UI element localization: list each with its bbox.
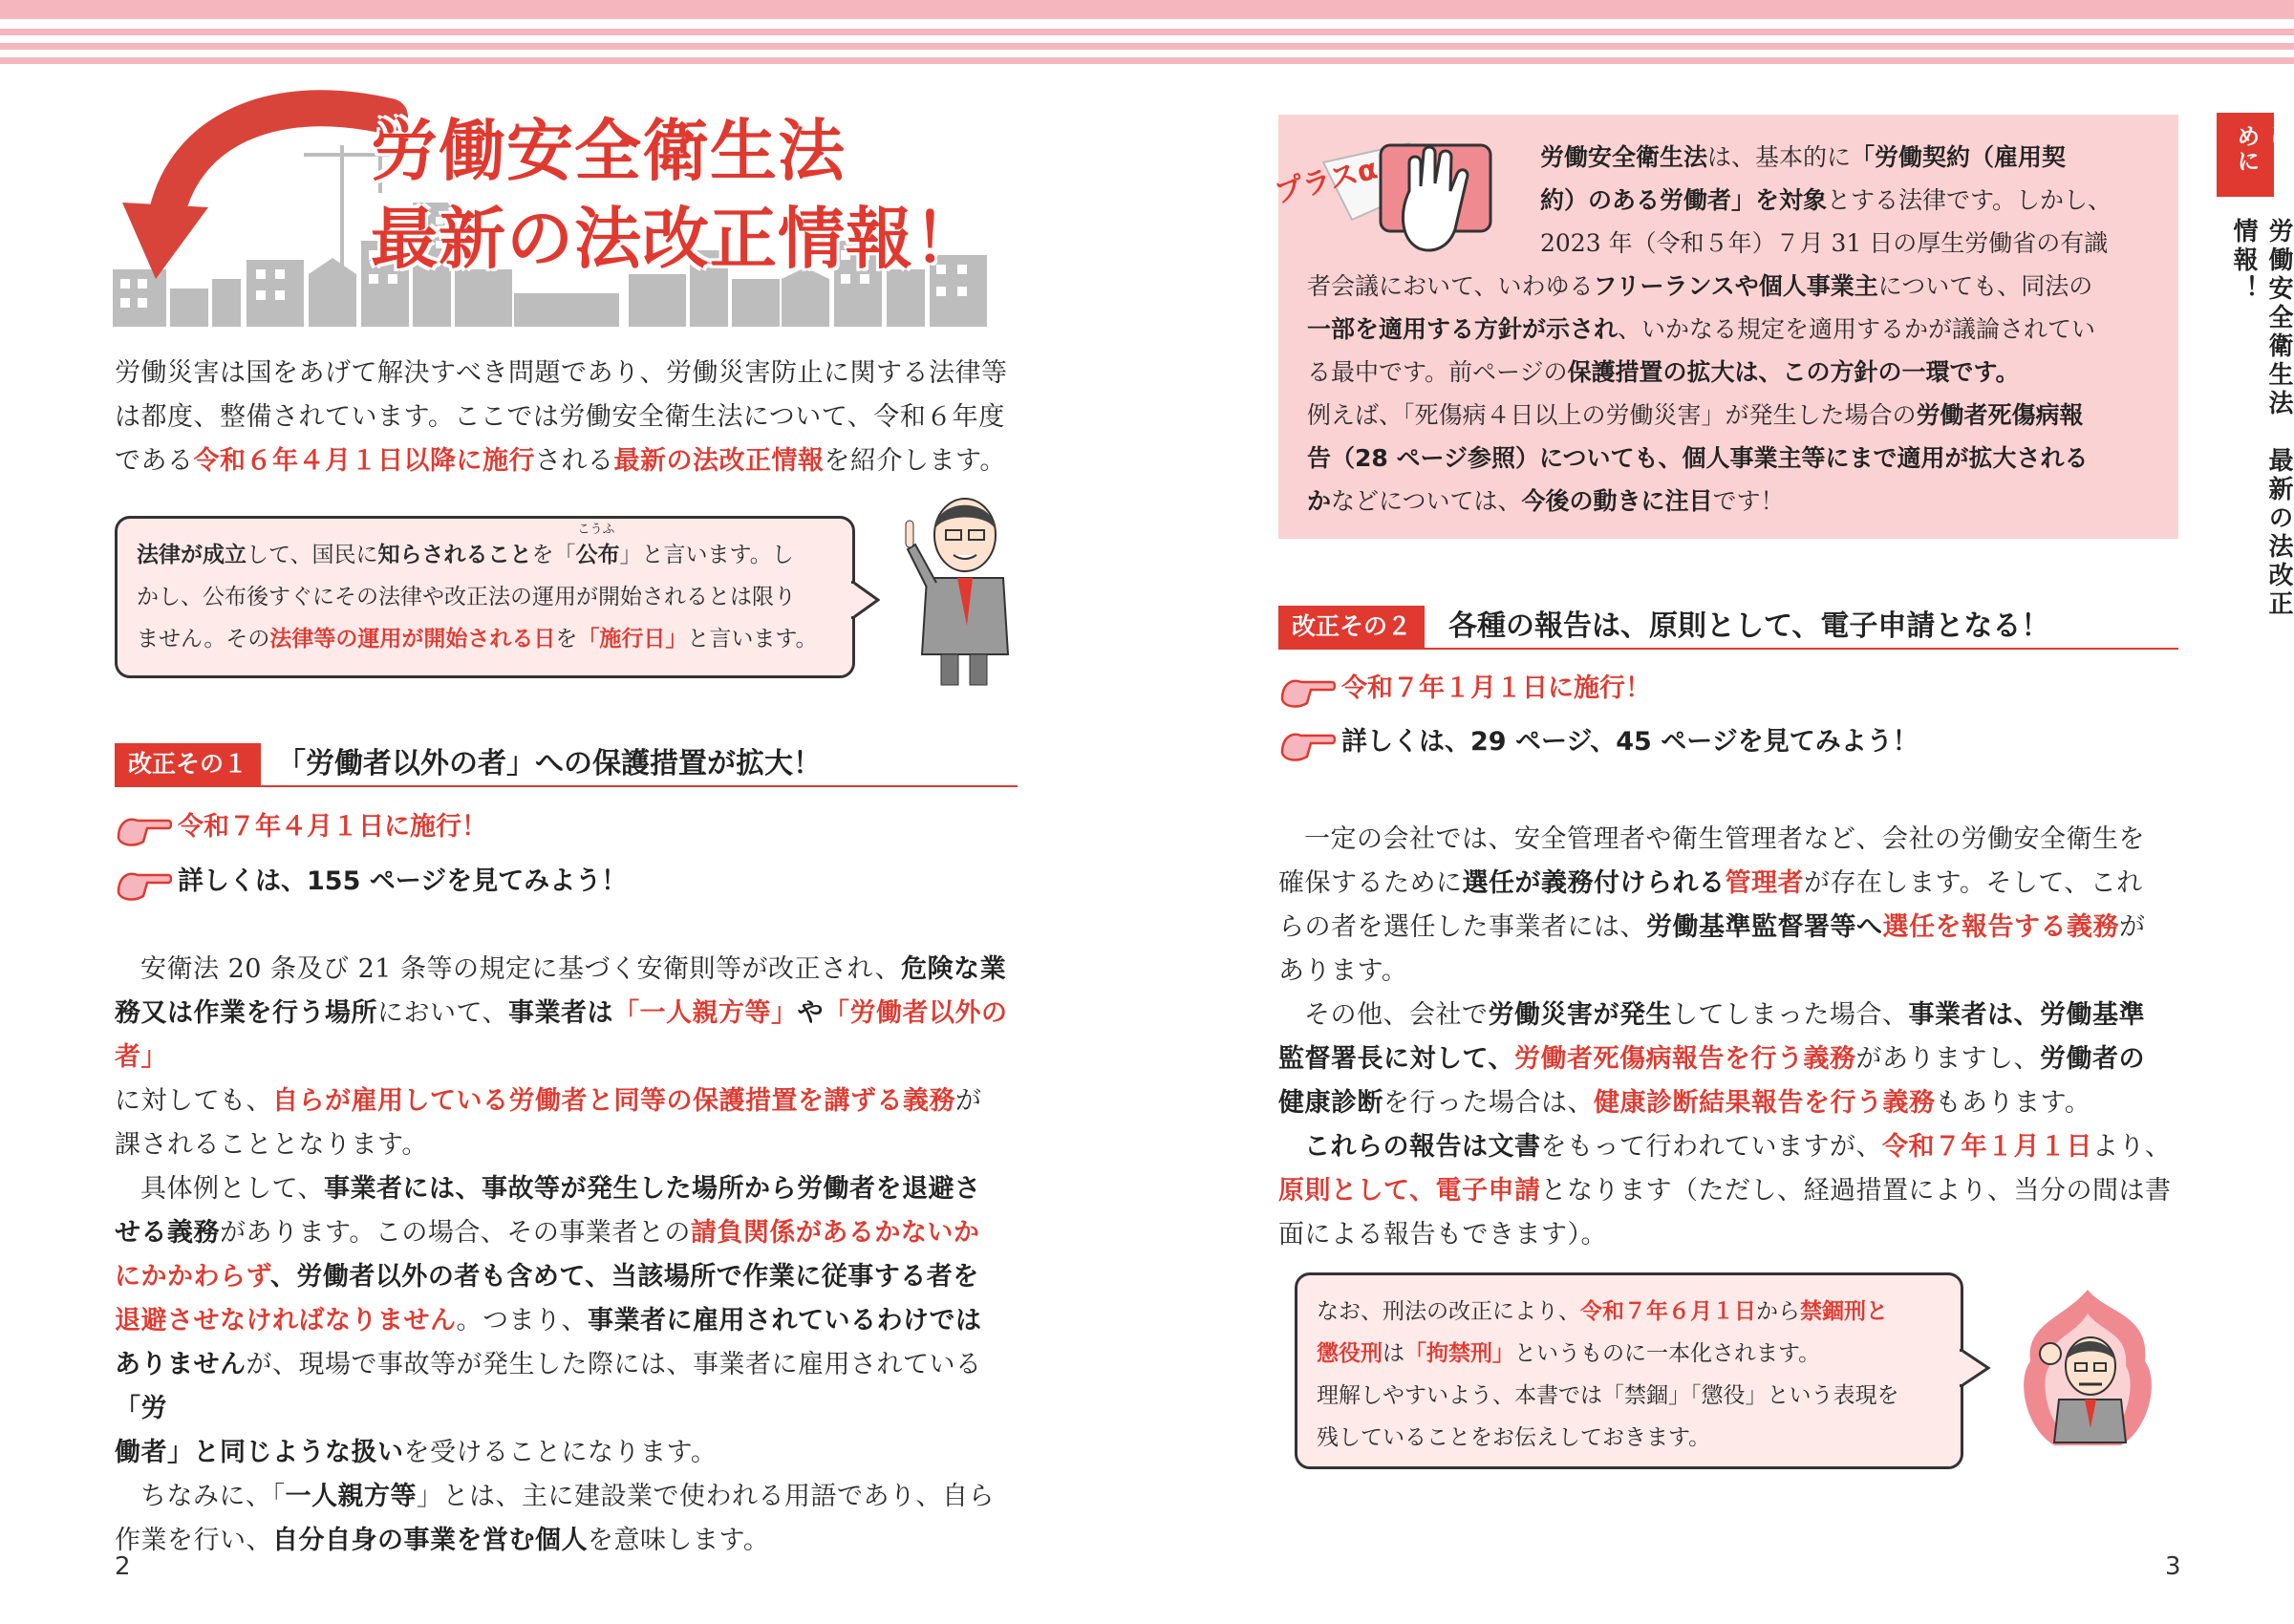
page-title: 労働安全衛生法 最新の法改正情報！ (371, 112, 981, 278)
speech-bubble-kofu: 法律が成立して、国民に知らされることを「 こうふ 公布」と言います。し かし、公布後すぐにその法律や改正法の運用が開始されるとは限り ません。その法律等の運用が開始される日を「施行日」と言います。 (115, 516, 855, 678)
section2-effective-date: 令和７年１月１日に施行！ (1278, 667, 1852, 711)
section1-tag: 改正その１ (115, 743, 261, 785)
pointing-hand-icon (1278, 724, 1336, 762)
section2-reference: 詳しくは、29 ページ、45 ページを見てみよう！ (1278, 720, 2043, 764)
plus-alpha-badge-illustration (1266, 124, 1505, 267)
section2-header (1278, 606, 2178, 650)
pointing-hand-icon (115, 809, 172, 847)
plus-alpha-text-top: 労働安全衛生法は、基本的に「労働契約（雇用契 約）のある労働者」を対象とする法律です。しかし、 2023 年（令和５年）７月 31 日の厚生労働省の有識 (1540, 143, 2112, 257)
section1-reference: 詳しくは、155 ページを見てみよう！ (115, 860, 783, 904)
section1-effective-date: 令和７年４月１日に施行！ (115, 805, 688, 849)
pointing-hand-icon (115, 864, 172, 902)
speech-bubble-kokin: なお、刑法の改正により、令和７年６月１日から禁錮刑と 懲役刑は「拘禁刑」というものに一本化されます。 理解しやすいよう、本書では「禁錮」「懲役」という表現を 残していることをお伝えしておきます。 (1295, 1272, 1963, 1469)
plus-alpha-text-bottom: 者会議において、いわゆるフリーランスや個人事業主についても、同法の 一部を適用する方針が示され、いかなる規定を適用するかが議論されてい る最中です。前ページの保護措置の拡大は、この方針の一環です。 例えば、「死傷病４日以上の労働災害」が発生した場合の労働者死傷病報 告（28 ページ参照）についても、個人事業主等にまで適用が拡大される かなどについては、今後の動きに注目です！ (1307, 272, 2096, 515)
bubble-tail (1960, 1349, 1990, 1387)
section2-title: 各種の報告は、原則として、電子申請となる！ (1448, 609, 2050, 643)
ruby-kofu: こうふ (577, 523, 615, 537)
section1-title: 「労働者以外の者」への保護措置が拡大！ (277, 747, 822, 780)
plus-alpha-badge: プラスα (1271, 152, 1382, 211)
intro-paragraph: 労働災害は国をあげて解決すべき問題であり、労働災害防止に関する法律等 は都度、整備されています。ここでは労働安全衛生法について、令和６年度 である令和６年４月１日以降に施行される最新の法改正情報を紹介します。 (115, 358, 1008, 476)
section2-tag: 改正その２ (1278, 606, 1425, 648)
pointing-hand-icon (1278, 671, 1336, 709)
businessman-pointing-illustration (898, 492, 1022, 693)
section1-header (115, 743, 1018, 787)
page-number-right: 3 (2165, 1552, 2181, 1581)
chapter-side-tab (2217, 113, 2293, 619)
chapter-title: 労働安全衛生法 最新の法改正情報！ (2229, 218, 2293, 619)
page-number-left: 2 (115, 1552, 131, 1581)
chapter-label: はじめに (2217, 113, 2274, 197)
bubble-tail (851, 581, 880, 619)
angry-businessman-flames-illustration (2016, 1285, 2159, 1452)
section1-body: 安衛法 20 条及び 21 条等の規定に基づく安衛則等が改正され、危険な業 務又は作業を行う場所において、事業者は「一人親方等」や「労働者以外の者」 に対しても、自らが雇用している労働者と同等の保護措置を講ずる義務が 課されることとなります。 具体例として、事業者には、事故等が発生した場所から労働者を退避さ せる義務があります。この場合、その事業者との請負関係があるかないか にかかわらず、労働者以外の者も含めて、当該場所で作業に従事する者を 退避させなければなりません。つまり、事業者に雇用されているわけでは ありませんが、現場で事故等が発生した際には、事業者に雇用されている「労 働者」と同じような扱いを受けることになります。 ちなみに、「一人親方等」とは、主に建設業で使われる用語であり、自ら 作業を行い、自分自身の事業を営む個人を意味します。 (115, 954, 1008, 1555)
section2-body: 一定の会社では、安全管理者や衛生管理者など、会社の労働安全衛生を 確保するために選任が義務付けられる管理者が存在します。そして、これ らの者を選任した事業者には、労働基準監督署等へ選任を報告する義務が あります。 その他、会社で労働災害が発生してしまった場合、事業者は、労働基準 監督署長に対して、労働者死傷病報告を行う義務がありますし、労働者の 健康診断を行った場合は、健康診断結果報告を行う義務もあります。 これらの報告は文書をもって行われていますが、令和７年１月１日より、 原則として、電子申請となります（ただし、経過措置により、当分の間は書 面による報告もできます）。 (1278, 824, 2172, 1250)
